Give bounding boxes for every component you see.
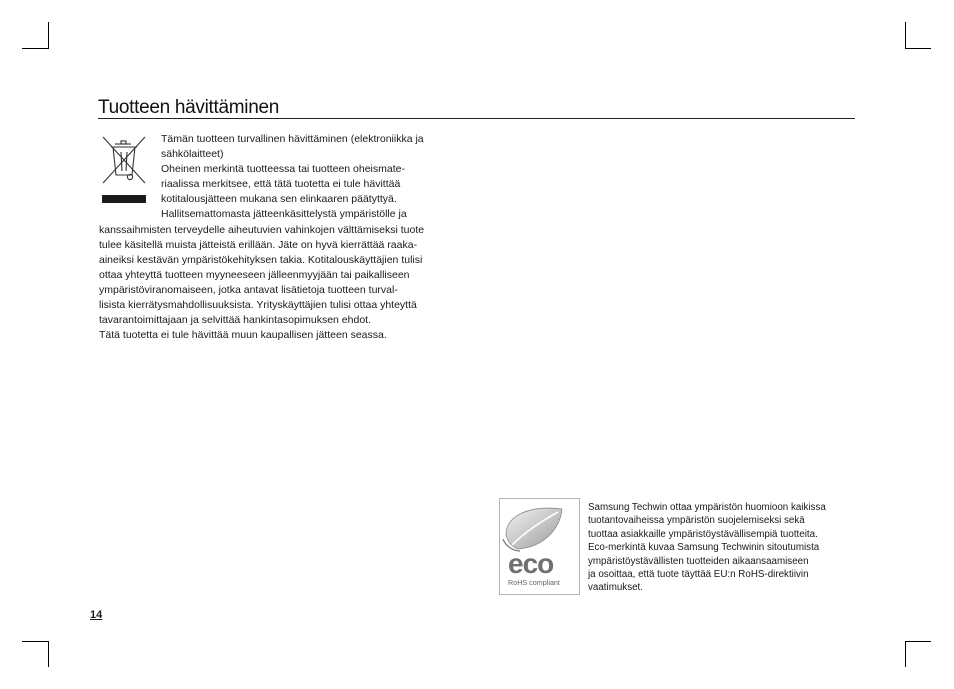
crop-mark-top-left-h [22, 48, 49, 49]
crop-mark-bottom-left-v [48, 641, 49, 667]
crop-mark-top-right-v [905, 22, 906, 48]
crossed-out-wheelie-bin-icon [100, 133, 148, 205]
crop-mark-bottom-right-h [905, 641, 931, 642]
eco-logo-caption: RoHS compliant [508, 578, 560, 587]
disposal-text-full: kanssaihmisten terveydelle aiheutuvien vahinkojen välttämiseksi tuote tulee käsitellä muista jätteistä erillään. Jäte on hyvä kierrättää raaka- aineiksi kestävän ympäristökehityksen takia. Kotitalouskäyttäjien tulisi ottaa yhteyttä tuotteen myyneeseen jälleenmyyjään tai paikalliseen ympäristöviranomaiseen, jotka antavat lisätietoja tuotteen turval- lisista kierrätysmahdollisuuksista. Yrityskäyttäjien tulisi ottaa yhteyttä tavarantoimittajaan ja selvittää hankintasopimuksen ehdot. Tätä tuotetta ei tule hävittää muun kaupallisen jätteen seassa. [99, 223, 425, 342]
crop-mark-bottom-right-v [905, 641, 906, 667]
eco-description: Samsung Techwin ottaa ympäristön huomioon kaikissa tuotantovaiheissa ympäristön suojelemiseksi sekä tuottaa asiakkaille ympäristöystävällisempiä tuotteita. Eco-merkintä kuvaa Samsung Techwinin sitoutumista ympäristöystävällisten tuotteiden aikaansaamiseen ja osoittaa, että tuote täyttää EU:n RoHS-direktiivin vaatimukset. [588, 502, 826, 594]
page-number: 14 [90, 609, 103, 621]
crop-mark-bottom-left-h [22, 641, 49, 642]
title-rule [98, 118, 855, 119]
eco-logo [499, 498, 580, 595]
crop-mark-top-right-h [905, 48, 931, 49]
eco-logo-word: eco [508, 548, 554, 579]
page-title: Tuotteen hävittäminen [98, 97, 280, 118]
crop-mark-top-left-v [48, 22, 49, 48]
disposal-text-indented: Tämän tuotteen turvallinen hävittäminen (elektroniikka ja sähkölaitteet) Oheinen merkintä tuotteessa tai tuotteen oheismate- riaalissa merkitsee, että tätä tuotetta ei tule hävittää kotitalousjätteen mukana sen elinkaaren päätyttyä. Hallitsemattomasta jätteenkäsittelystä ympäristölle ja [161, 133, 424, 221]
